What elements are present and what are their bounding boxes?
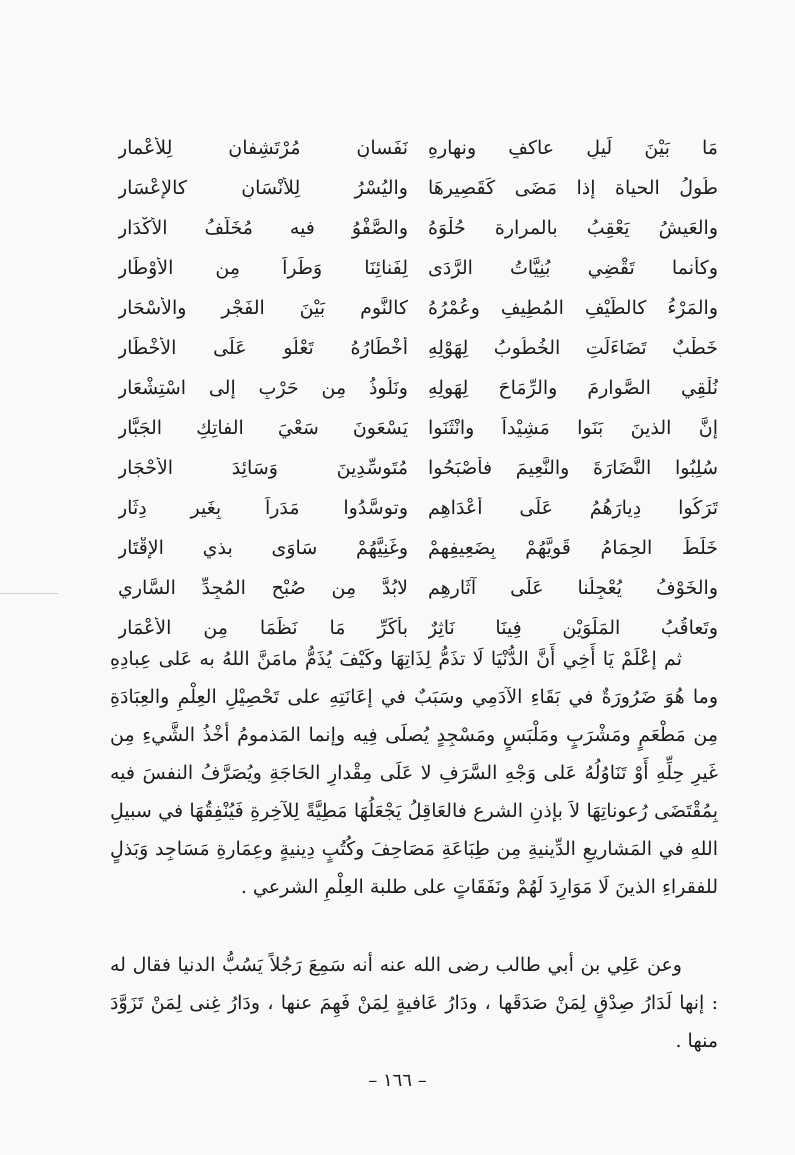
poem-block [118, 128, 718, 648]
second-hemistich: واليُسْرُ لِلأنْسَانِ كالإِعْسَارِ [118, 177, 408, 199]
first-hemistich: خَطْبٌ تَضَاءَلَتِ الخُطُوبُ لِهَوْلِهِ [428, 337, 718, 359]
first-hemistich: تَرَكُوا دِيارَهُمُ عَلَى أَعْدَاهِمِ [428, 497, 718, 519]
poem-verse [118, 448, 718, 488]
first-hemistich: وكأنما تَقْضِي بُنِيَّاتُ الرَّدَى [428, 257, 718, 279]
second-hemistich: ونَلُوذُ مِن حَرْبٍ إلى اسْتِشْعَارِ [118, 377, 408, 399]
first-hemistich: والمَرْءُ كالطَّيْفِ المُطِيفِ وعُمْرُهُ [428, 297, 718, 319]
second-hemistich: وتوسَّدُوا مَدَراً بِغَيرِ دِثَارِ [118, 497, 408, 519]
first-hemistich: خَلَطَ الحِمَامُ قَوِيَّهُمْ بِضَعِيفِهِمْ [428, 537, 718, 559]
first-hemistich: والخَوْفُ يُعْجِلُنا عَلَى آثَارِهِمِ [428, 577, 718, 599]
scan-edge-mark [0, 593, 58, 594]
second-hemistich: وغَنِيَّهُمْ سَاوَى بذي الإِقْتَارِ [118, 537, 408, 559]
second-hemistich: يَسْعَونَ سَعْيَ الفاتِكِ الجَبَّارِ [118, 417, 408, 439]
first-hemistich: طُولُ الحياة إذا مَضَى كَقَصِيرِهَا [428, 177, 718, 199]
second-hemistich: كالنَّومِ بَيْنَ الفَجْرِ والأَسْحَارِ [118, 297, 408, 319]
prose-paragraph-2 [110, 946, 718, 1060]
second-hemistich: مُتَوسِّدِينَ وَسَائِدَ الأَحْجَارِ [118, 457, 408, 479]
poem-verse [118, 168, 718, 208]
poem-verse [118, 568, 718, 608]
first-hemistich: سُلِبُوا النَّضَارَةَ والنَّعِيمَ فأصْبَحُوا [428, 457, 718, 479]
poem-verse [118, 488, 718, 528]
page-number: – ١٦٦ – [368, 1070, 427, 1091]
poem-verse [118, 368, 718, 408]
first-hemistich: إنَّ الذينَ بَنَوا مَشِيْداً وانْثَنَوا [428, 417, 718, 439]
poem-verse [118, 528, 718, 568]
poem-verse [118, 248, 718, 288]
first-hemistich: والعَيشُ يَعْقِبُ بالمرارة حُلْوَهُ [428, 217, 718, 239]
second-hemistich: أَخْطَارُهُ تَعْلُو عَلَى الأَخْطَارِ [118, 337, 408, 359]
poem-verse [118, 208, 718, 248]
first-hemistich: نُلْقِي الصَّوارِمَ والرِّمَاحَ لِهَولِهِ [428, 377, 718, 399]
first-hemistich: وتَعاقُبُ المَلَوَيْنِ فِينَا نَاثِرٌ [428, 617, 718, 639]
second-hemistich: نَفَسانِ مُرْتَشِفانِ لِلأَعْمارِ [118, 137, 408, 159]
poem-verse [118, 128, 718, 168]
second-hemistich: بأكَرِّ مَا نَظَمَا مِن الأَعْمَارِ [118, 617, 408, 639]
second-hemistich: والصَّفْوُ فيه مُخَلَّفُ الأَكْدَارِ [118, 217, 408, 239]
second-hemistich: لابُدَّ مِن صُبْحِ المُجِدِّ السَّارِي [118, 577, 408, 599]
poem-verse [118, 408, 718, 448]
first-hemistich: مَا بَيْنَ لَيلٍ عاكفٍ ونهارهِ [428, 137, 718, 159]
second-hemistich: لِفَنائِنَا وَطَراً مِن الأَوْطَارِ [118, 257, 408, 279]
paragraph-text: وعن عَلِي بن أبي طالب رضى الله عنه أنه سَمِعَ رَجُلاً يَسُبُّ الدنيا فقال له : إنها لَدَارُ صِدْقٍ لِمَنْ صَدَقَها ، ودَارُ عَافيةٍ لِمَنْ فَهِمَ عنها ، ودَارُ غِنى لِمَنْ تَزَوَّدَ منها . [110, 954, 718, 1052]
paragraph-text: ثم إعْلَمْ يَا أَخِي أَنَّ الدُّنْيَا لَا تذَمُّ لِذَاتِهَا وكَيْفَ يُذَمُّ مامَنَّ اللهُ به عَلى عِبادِهِ وما هُوَ ضَرُورَةٌ في بَقَاءِ الآدَمِي وسَبَبٌ في إعَانَتِهِ على تَحْصِيْلِ العِلْمِ والعِبَادَةِ مِن مَطْعَمٍ ومَشْرَبٍ ومَلْبَسٍ ومَسْجِدٍ يُصلَى فِيه وإنما المَذمومُ أخْذُ الشَّيءِ مِن غَيرِ حِلِّهِ أَوْ تَنَاوُلُهُ عَلى وَجْهِ السَّرَفِ لا عَلَى مِقْدارِ الحَاجَةِ ويُصَرَّفُ النفسَ فيه بِمُقْتَضَى رُعوناتِهَا لاَ بإذنِ الشرع فالعَاقِلُ يَجْعَلُهَا مَطِيَّةً لِلآخِرةِ فَيُنْفِقُهَا في سبيلِ اللهِ في المَشاريعِ الدِّينيةِ مِن طِبَاعَةِ مَصَاحِفَ وكُتُبٍ دِينيةٍ وعِمَارةِ مَسَاجِد وَبَذلٍ للفقراءِ الذينَ لَا مَوَارِدَ لَهُمْ ونَفَقَاتٍ على طلبة العِلْمِ الشرعي . [110, 648, 718, 898]
poem-verse [118, 288, 718, 328]
prose-paragraph-1 [110, 640, 718, 906]
poem-verse [118, 328, 718, 368]
